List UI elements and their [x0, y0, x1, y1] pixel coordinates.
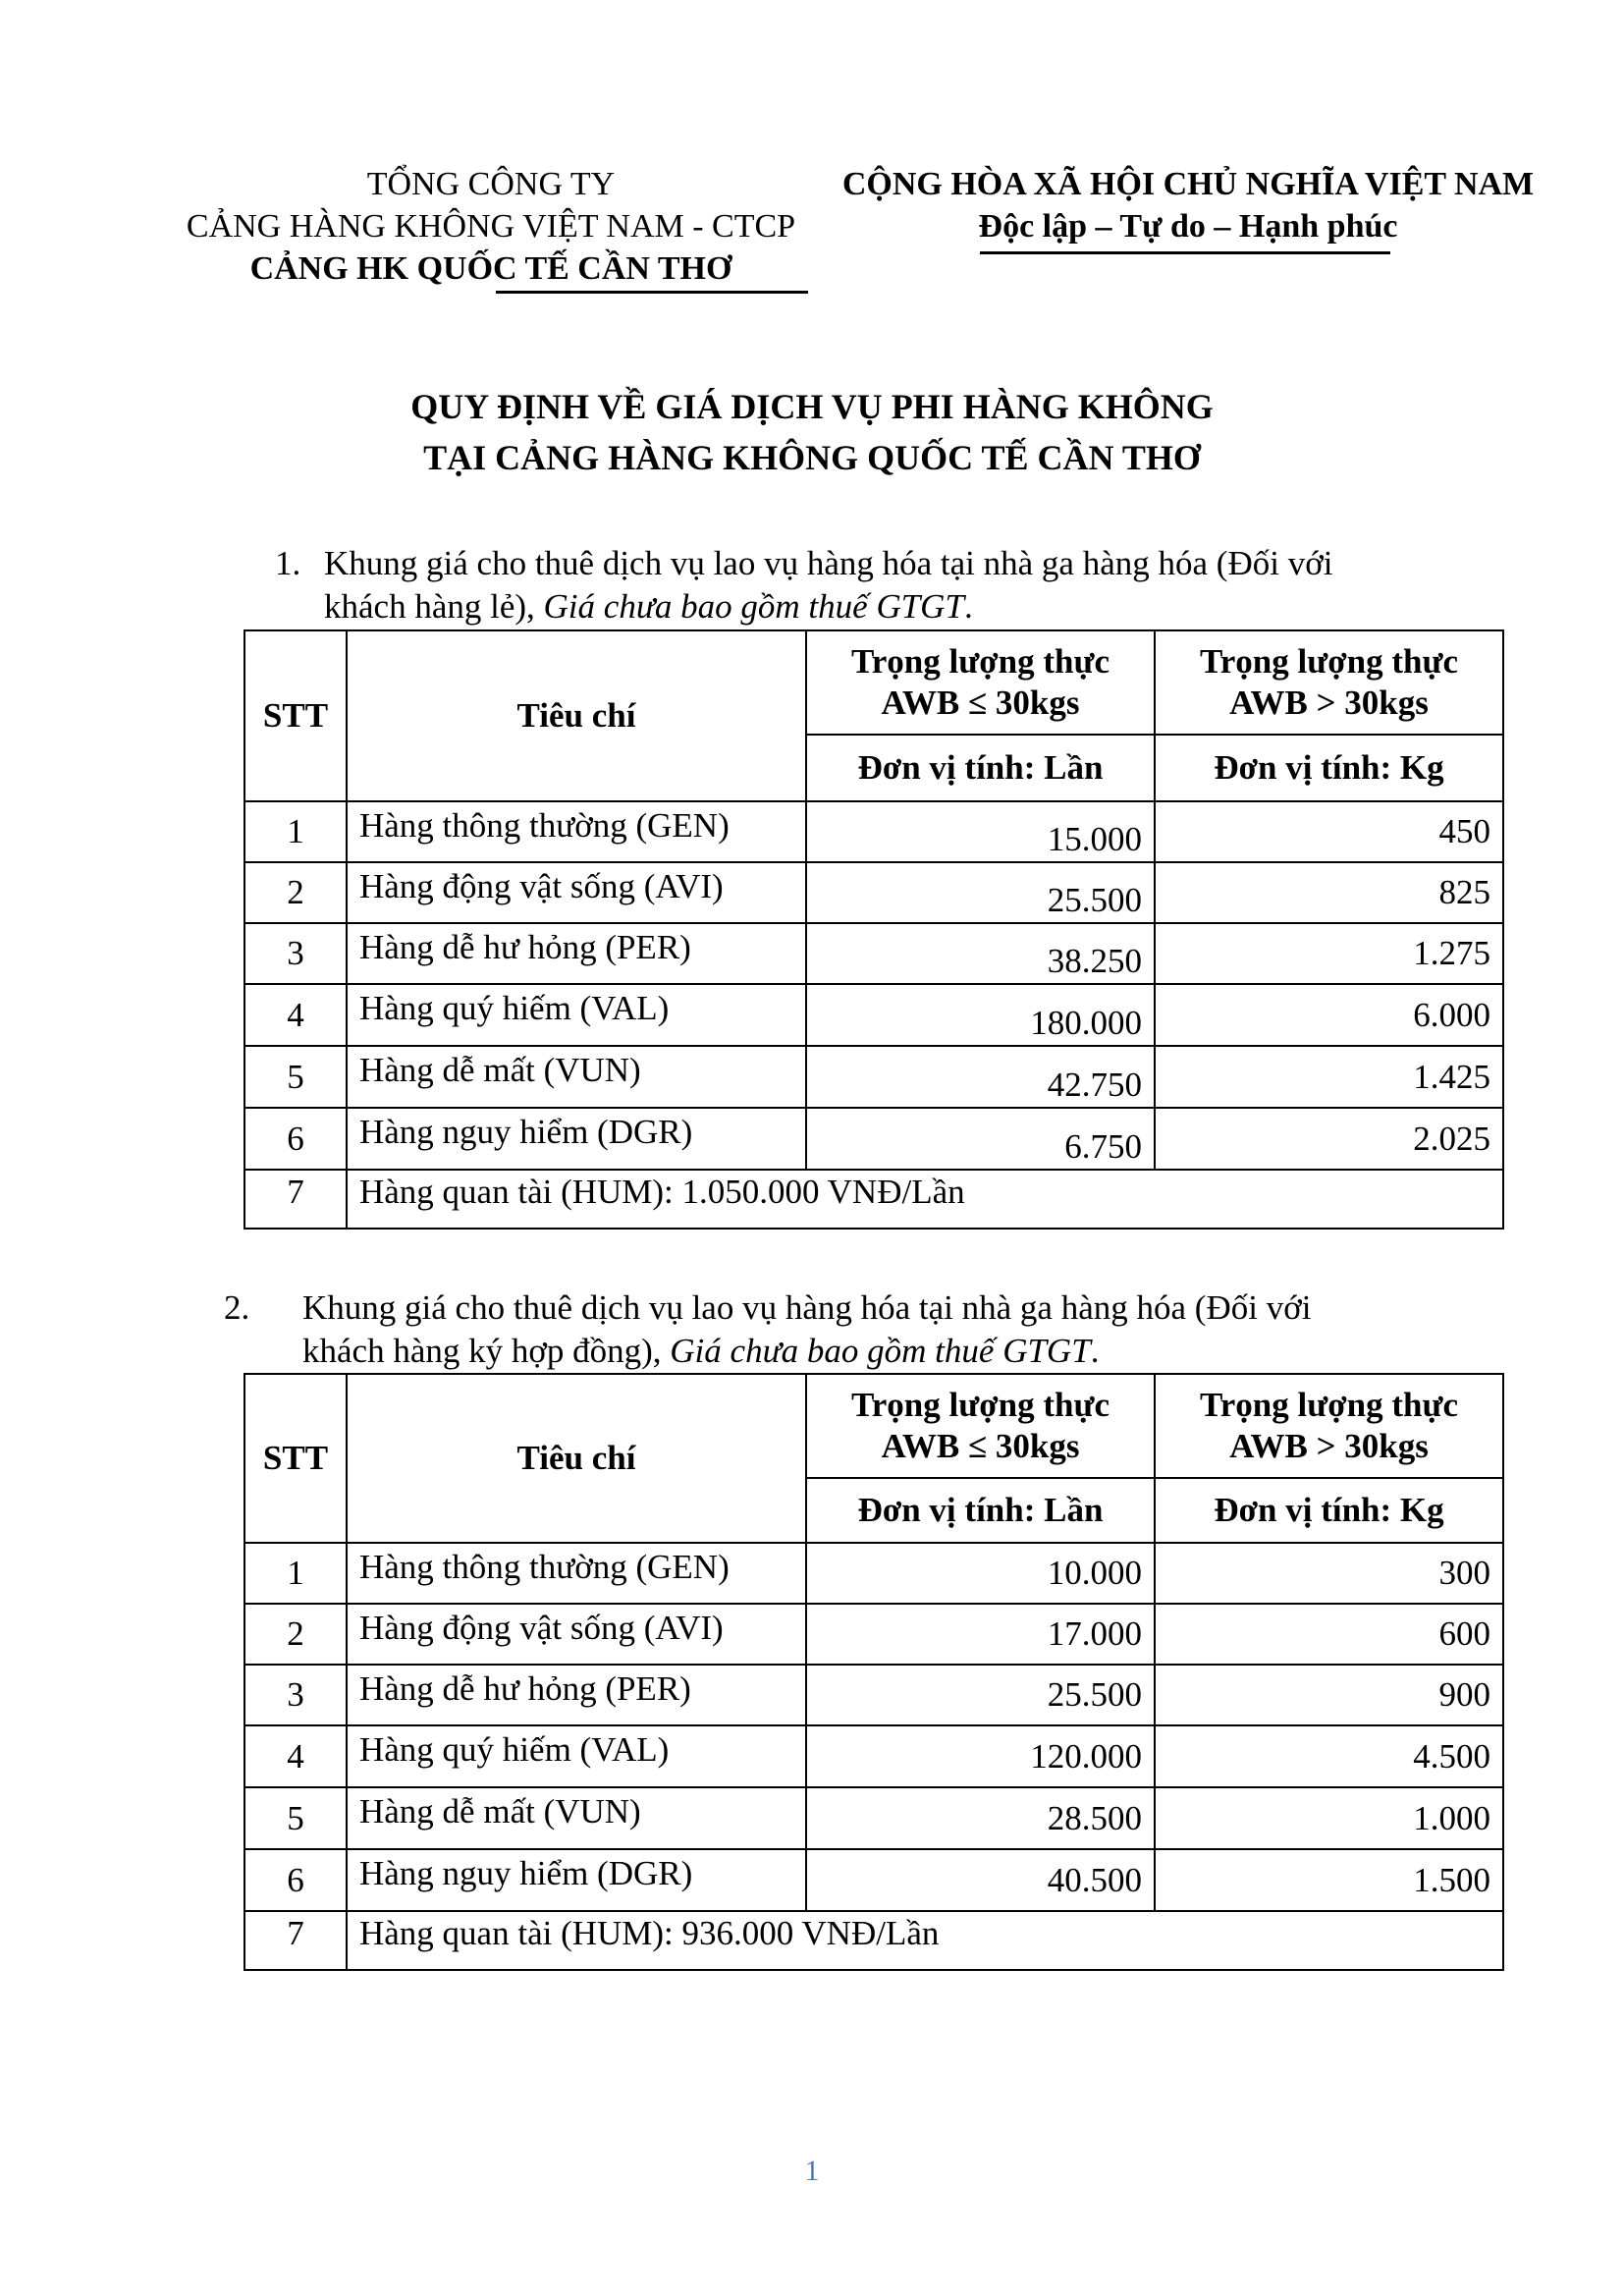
table-row [244, 984, 1503, 1046]
row-price-le30: 25.500 [806, 862, 1155, 923]
section-text-line2 [302, 1330, 1099, 1373]
table-row [244, 1849, 1503, 1911]
row-stt: 2 [244, 862, 347, 923]
row-price-le30: 42.750 [806, 1046, 1155, 1108]
title-line-1: QUY ĐỊNH VỀ GIÁ DỊCH VỤ PHI HÀNG KHÔNG [410, 387, 1214, 426]
table-row [244, 923, 1503, 984]
header-weight-le30 [806, 1374, 1155, 1478]
header-stt: STT [244, 630, 347, 801]
row-stt: 6 [244, 1849, 347, 1911]
row-price-le30: 6.750 [806, 1108, 1155, 1170]
section-text-end: . [963, 587, 973, 626]
row-price-gt30: 1.425 [1155, 1046, 1503, 1108]
row-name: Hàng động vật sống (AVI) [347, 862, 806, 923]
page-number: 1 [804, 2155, 820, 2187]
table-row [244, 1543, 1503, 1604]
row-price-gt30: 1.000 [1155, 1787, 1503, 1849]
table-row [244, 1046, 1503, 1108]
row-name: Hàng dễ hư hỏng (PER) [347, 923, 806, 984]
row-price-le30: 10.000 [806, 1543, 1155, 1604]
row-price-le30: 180.000 [806, 984, 1155, 1046]
row-name: Hàng dễ hư hỏng (PER) [347, 1665, 806, 1725]
row-price-gt30: 2.025 [1155, 1108, 1503, 1170]
row-hum-text: Hàng quan tài (HUM): 936.000 VNĐ/Lần [347, 1911, 1503, 1970]
header-line: Trọng lượng thực [851, 642, 1110, 681]
row-hum-text: Hàng quan tài (HUM): 1.050.000 VNĐ/Lần [347, 1170, 1503, 1229]
section-text-plain: khách hàng lẻ), [324, 587, 544, 626]
header-line: Trọng lượng thực [851, 1386, 1110, 1424]
row-name: Hàng động vật sống (AVI) [347, 1604, 806, 1665]
row-price-gt30: 1.275 [1155, 923, 1503, 984]
header-line: AWB > 30kgs [1229, 683, 1429, 722]
row-stt: 2 [244, 1604, 347, 1665]
row-stt: 5 [244, 1787, 347, 1849]
section-text-plain: khách hàng ký hợp đồng), [302, 1332, 671, 1370]
row-name: Hàng nguy hiểm (DGR) [347, 1849, 806, 1911]
org-underline [496, 291, 808, 294]
row-price-le30: 25.500 [806, 1665, 1155, 1725]
national-header [835, 163, 1542, 247]
row-name: Hàng quý hiếm (VAL) [347, 984, 806, 1046]
title-line-2: TẠI CẢNG HÀNG KHÔNG QUỐC TẾ CẦN THƠ [423, 438, 1201, 477]
header-line: Trọng lượng thực [1200, 1386, 1458, 1424]
row-stt: 5 [244, 1046, 347, 1108]
national-motto: Độc lập – Tự do – Hạnh phúc [978, 208, 1398, 245]
org-parent-name: TỔNG CÔNG TY [366, 166, 616, 202]
section-2-heading [0, 1286, 1624, 1375]
header-criteria: Tiêu chí [347, 1374, 806, 1543]
header-weight-gt30 [1155, 1374, 1503, 1478]
row-name: Hàng nguy hiểm (DGR) [347, 1108, 806, 1170]
national-name: CỘNG HÒA XÃ HỘI CHỦ NGHĨA VIỆT NAM [841, 166, 1535, 202]
section-number: 2. [224, 1288, 250, 1327]
organization-header [147, 163, 835, 290]
section-text-end: . [1090, 1332, 1100, 1370]
header-unit-times: Đơn vị tính: Lần [806, 735, 1155, 801]
row-stt: 4 [244, 984, 347, 1046]
table-row [244, 1665, 1503, 1725]
table-row [244, 801, 1503, 862]
section-1-heading [0, 542, 1624, 630]
table-row [244, 1787, 1503, 1849]
row-stt: 7 [244, 1170, 347, 1229]
row-price-gt30: 450 [1155, 801, 1503, 862]
header-unit-kg: Đơn vị tính: Kg [1155, 735, 1503, 801]
section-text-line2 [324, 585, 973, 629]
row-name: Hàng dễ mất (VUN) [347, 1787, 806, 1849]
org-unit-name: CẢNG HK QUỐC TẾ CẦN THƠ [249, 250, 732, 287]
header-weight-gt30 [1155, 630, 1503, 735]
row-stt: 1 [244, 801, 347, 862]
row-stt: 1 [244, 1543, 347, 1604]
row-price-gt30: 900 [1155, 1665, 1503, 1725]
motto-underline [980, 251, 1390, 254]
header-unit-kg: Đơn vị tính: Kg [1155, 1478, 1503, 1543]
org-company-name: CẢNG HÀNG KHÔNG VIỆT NAM - CTCP [186, 208, 796, 245]
table-row [244, 1725, 1503, 1787]
table-row [244, 1108, 1503, 1170]
row-name: Hàng dễ mất (VUN) [347, 1046, 806, 1108]
section-number: 1. [275, 544, 301, 582]
section-text-italic: Giá chưa bao gồm thuế GTGT [543, 587, 964, 626]
header-weight-le30 [806, 630, 1155, 735]
table-row [244, 862, 1503, 923]
row-price-gt30: 6.000 [1155, 984, 1503, 1046]
row-stt: 6 [244, 1108, 347, 1170]
section-text-line1: Khung giá cho thuê dịch vụ lao vụ hàng hóa tại nhà ga hàng hóa (Đối với [324, 544, 1333, 582]
row-price-le30: 38.250 [806, 923, 1155, 984]
document-title [196, 381, 1428, 483]
header-criteria: Tiêu chí [347, 630, 806, 801]
row-price-gt30: 300 [1155, 1543, 1503, 1604]
row-price-le30: 120.000 [806, 1725, 1155, 1787]
row-price-le30: 15.000 [806, 801, 1155, 862]
section-text-line1: Khung giá cho thuê dịch vụ lao vụ hàng hóa tại nhà ga hàng hóa (Đối với [302, 1288, 1312, 1327]
row-stt: 3 [244, 923, 347, 984]
row-stt: 3 [244, 1665, 347, 1725]
row-price-le30: 17.000 [806, 1604, 1155, 1665]
row-name: Hàng thông thường (GEN) [347, 1543, 806, 1604]
header-line: AWB > 30kgs [1229, 1427, 1429, 1465]
price-table-contract [244, 1373, 1504, 1971]
row-stt: 4 [244, 1725, 347, 1787]
row-name: Hàng thông thường (GEN) [347, 801, 806, 862]
header-unit-times: Đơn vị tính: Lần [806, 1478, 1155, 1543]
row-price-gt30: 600 [1155, 1604, 1503, 1665]
row-price-gt30: 4.500 [1155, 1725, 1503, 1787]
table-row-hum [244, 1170, 1503, 1229]
row-price-le30: 40.500 [806, 1849, 1155, 1911]
row-price-le30: 28.500 [806, 1787, 1155, 1849]
row-name: Hàng quý hiếm (VAL) [347, 1725, 806, 1787]
table-row-hum [244, 1911, 1503, 1970]
row-price-gt30: 1.500 [1155, 1849, 1503, 1911]
section-text-italic: Giá chưa bao gồm thuế GTGT [670, 1332, 1091, 1370]
row-stt: 7 [244, 1911, 347, 1970]
table-row [244, 1604, 1503, 1665]
header-stt: STT [244, 1374, 347, 1543]
header-line: AWB ≤ 30kgs [881, 683, 1080, 722]
row-price-gt30: 825 [1155, 862, 1503, 923]
header-line: AWB ≤ 30kgs [881, 1427, 1080, 1465]
header-line: Trọng lượng thực [1200, 642, 1458, 681]
price-table-retail [244, 629, 1504, 1230]
